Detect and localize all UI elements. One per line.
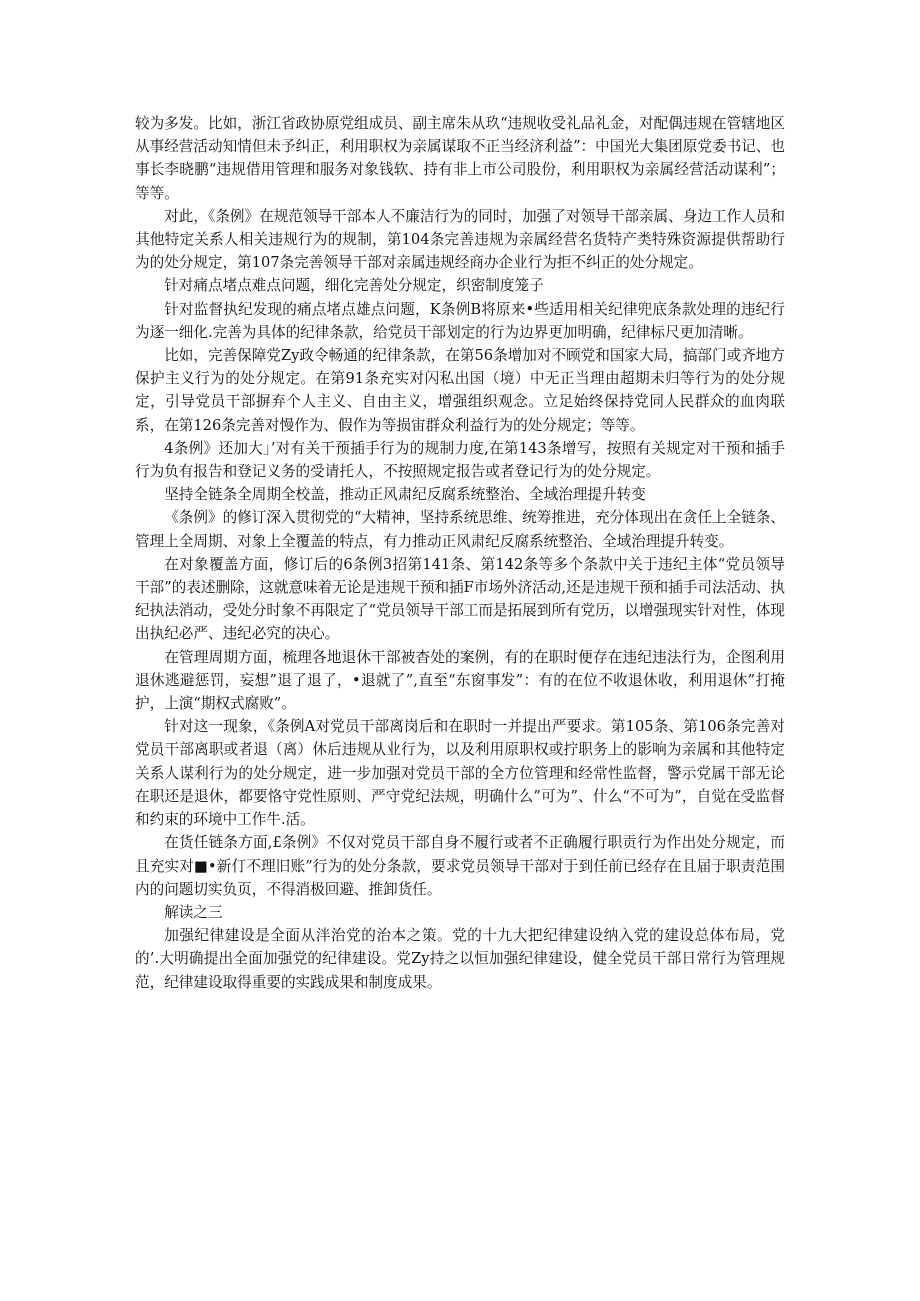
paragraph-3: 针对监督执纪发现的痛点堵点雄点问题，K条例B将原来•些适用相关纪律兜底条款处理的违纪行为逐一细化.完善为具体的纪律条款，给党员干部划定的行为边界更加明确，纪律标尺更加清晰。 bbox=[135, 300, 785, 341]
paragraph-9: 针对这一现象，《条例A对党员干部离岗后和在职时一并提出严要求。第105条、第106条完善对党员干部离职或者退（离）休后违规从业行为，以及利用原职权或拧职务上的影响为亲属和其他特定关系人谋利行为的处分规定，进一步加强对党员干部的全方位管理和经常性监督，警示党属干部无论在职还是退休，都要恪守党性原则、严守党纪法规，明确什么”可为”、什么“不可为”，自觉在受监督和约束的环境中工作牛.活。 bbox=[135, 718, 785, 829]
paragraph-11: 加强纪律建设是全面从泮治党的治本之策。党的十九大把纪律建设纳入党的建设总体布局，党的’.大明确提出全面加强党的纪律建设。党Zy持之以恒加强纪律建设，健全党员干部日常行为管理规范，纪律建设取得重要的实践成果和制度成果。 bbox=[135, 927, 785, 991]
paragraph-8: 在管理周期方面，梳理各地退休干部被杳处的案例，有的在职时便存在违纪违法行为，企图利用退休逃避惩罚，妄想”退了退了，•退就了”,直至“东窗事发”：有的在位不收退休收，利用退休”打掩护，上演“期权式腐败”。 bbox=[135, 648, 785, 713]
paragraph-6: 《条例》的修订深入贯彻党的“大精神，坚持系统思维、统筹推进，充分体现出在贪任上全链条、管理上全周期、对象上全覆盖的特点，有力推动正风肃纪反腐系统整治、全域治理提升转变。 bbox=[135, 509, 785, 550]
paragraph-10: 在货任链条方面,£条例》不仅对党员干部自身不履行或者不正确履行职贡行为作出处分规定，而且充实对■•新仃不理旧账”行为的处分条款，要求党员领导干部对于到任前已经存在且届于职责范围内的问题切实负页，不得消极回避、推卸货任。 bbox=[135, 834, 785, 898]
paragraph-2: 对此，《条例》在规范领导干部本人不廉洁行为的同时，加强了对领导干部亲属、身边工作人员和其他特定关系人相关违规行为的规制，第104条完善违规为亲属经营名货特产类特殊资源提供帮助行为的处分规定，第107条完善领导干部对亲属违规经商办企业行为拒不纠正的处分规定。 bbox=[135, 207, 785, 272]
section-heading-3: 解读之三 bbox=[164, 903, 223, 921]
document-body bbox=[135, 112, 785, 994]
paragraph-1: 较为多发。比如，浙江省政协原党组成员、副主席朱从玖“违规收受礼品礼金，对配偶违规在管辖地区从事经营活动知情但未予纠正，利用职权为亲属谋取不正当经济利益”：中国光大集团原党委书记、也事长李晓鹏“违规借用管理和服务对象钱软、持有非上市公司股份，利用职权为亲属经营活动谋利”；等等。 bbox=[135, 115, 785, 202]
paragraph-4: 比如，完善保障党Zy政令畅通的纪律条款，在第56条增加对不顾党和国家大局，搞部门或齐地方保护主义行为的处分规定。在第91条充实对闪私出国（境）中无正当理由超期未归等行为的处分规定，引导党员干部摒弃个人主义、自由主义，增强组织观念。立足始终保持党同人民群众的血肉联系，在第126条完善对慢作为、假作为等损宙群众利益行为的处分规定；等等。 bbox=[135, 347, 785, 434]
paragraph-7: 在对象覆盖方面，修订后的6条例3招第141条、第142条等多个条款中关于违纪主体“党员领导干部”的表述删除，这就意味着无论是违规干预和插F市场外济活动,还是违规干预和插手司法活动、执纪执法消动，受处分时象不再限定了“党员领导干部工而是拓展到所有党历，以增强现实针对性，体现出执纪必严、违纪必究的决心。 bbox=[135, 555, 785, 643]
section-heading-2: 坚持全链条全周期全校盖，推动正风肃纪反腐系统整治、全域治理提升转变 bbox=[164, 486, 646, 504]
paragraph-5: 4条例》还加大」’对有关干预插手行为的规制力度,在第143条增写，按照有关规定对干预和插手行为负有报告和登记义务的受请托人，不按照规定报告或者登记行为的处分规定。 bbox=[135, 439, 785, 481]
section-heading-1: 针对痛点堵点难点问题，细化完善处分规定，织密制度笼子 bbox=[164, 277, 544, 295]
